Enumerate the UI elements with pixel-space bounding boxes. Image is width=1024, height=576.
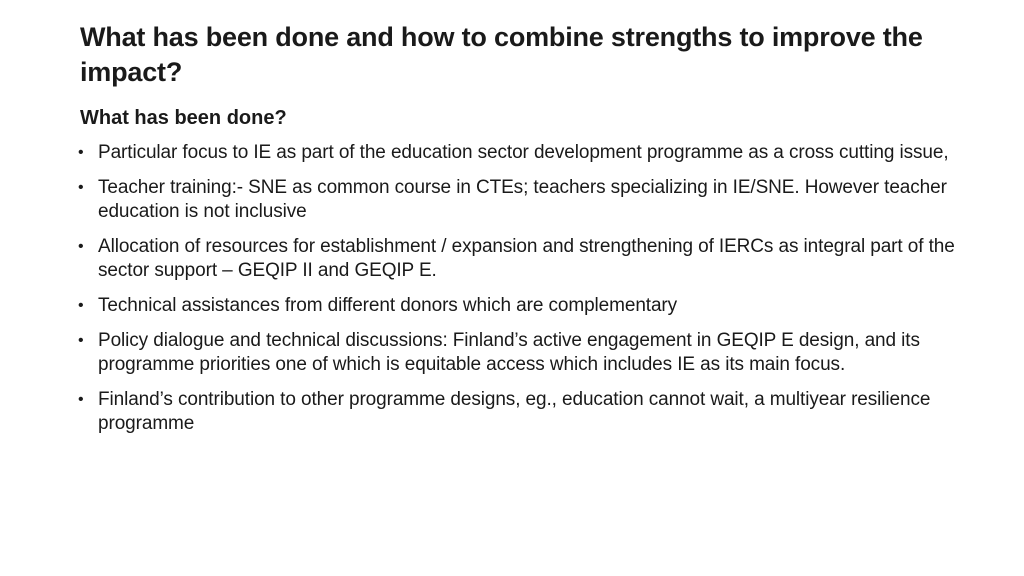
bullet-item-technical-assistance — [78, 294, 958, 318]
bullet-icon: • — [78, 391, 84, 408]
bullet-list — [78, 141, 958, 447]
bullet-text: Technical assistances from different donors which are complementary — [98, 295, 678, 316]
bullet-text: Policy dialogue and technical discussions: Finland’s active engagement in GEQIP E design, and its programme priorities one of which is equitable access which includes IE as its main focus. — [98, 330, 920, 375]
bullet-text: Allocation of resources for establishment / expansion and strengthening of IERCs as integral part of the sector support – GEQIP II and GEQIP E. — [98, 236, 955, 281]
bullet-item-focus-ie — [78, 141, 958, 165]
slide-title: What has been done and how to combine strengths to improve the impact? — [80, 22, 923, 87]
section-subheading: What has been done? — [80, 107, 287, 129]
bullet-text: Finland’s contribution to other programme designs, eg., education cannot wait, a multiyear resilience programme — [98, 389, 931, 434]
bullet-icon: • — [78, 332, 84, 349]
bullet-item-teacher-training — [78, 176, 958, 224]
bullet-icon: • — [78, 238, 84, 255]
bullet-icon: • — [78, 179, 84, 196]
bullet-text: Particular focus to IE as part of the education sector development programme as a cross cutting issue, — [98, 142, 949, 163]
bullet-item-policy-dialogue — [78, 329, 958, 377]
bullet-item-resource-allocation — [78, 235, 958, 283]
bullet-icon: • — [78, 297, 84, 314]
bullet-icon: • — [78, 144, 84, 161]
bullet-item-finland-contribution — [78, 388, 958, 436]
bullet-text: Teacher training:- SNE as common course in CTEs; teachers specializing in IE/SNE. However teacher education is not inclusive — [98, 177, 947, 222]
